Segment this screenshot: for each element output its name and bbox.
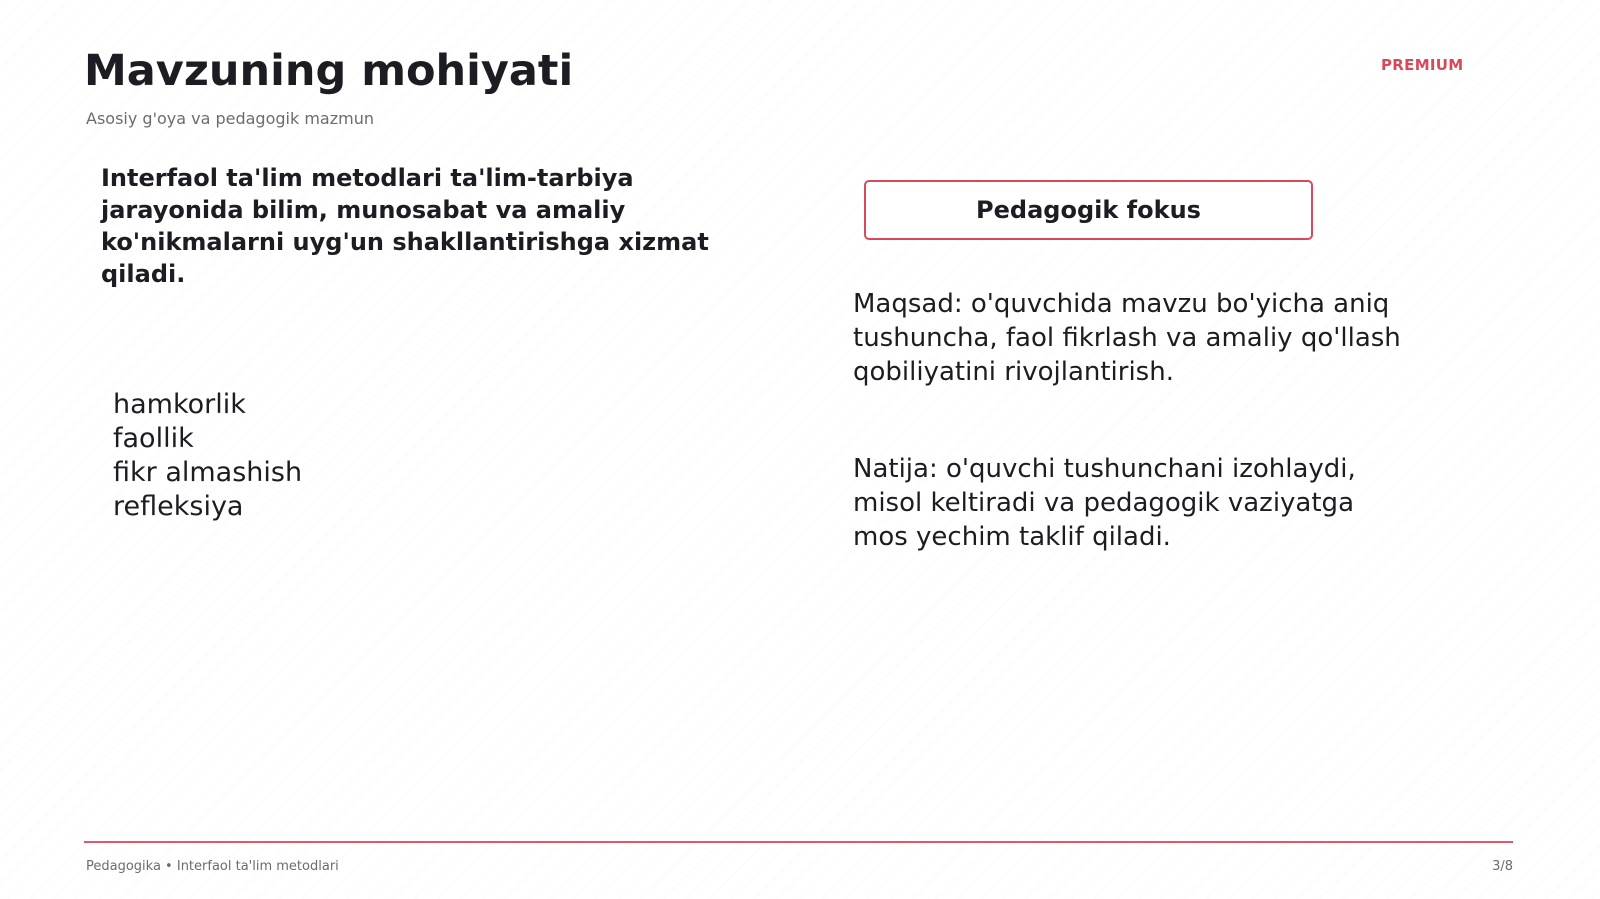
footer-divider [84,841,1513,843]
focus-label: Pedagogik fokus [976,196,1201,224]
lead-statement: Interfaol ta'lim metodlari ta'lim-tarbiya jarayonida bilim, munosabat va amaliy ko'nikmalarni uyg'un shakllantirishga xizmat qiladi. [101,164,709,288]
page-number: 3/8 [1492,859,1513,874]
keyword-item: refleksiya [113,491,244,522]
pedagogical-focus-box [864,180,1313,240]
keyword-item: faollik [113,423,194,454]
result-paragraph: Natija: o'quvchi tushunchani izohlaydi, misol keltiradi va pedagogik vaziyatga mos yechim taklif qiladi. [853,454,1356,552]
page-subtitle: Asosiy g'oya va pedagogik mazmun [86,109,374,128]
goal-paragraph: Maqsad: o'quvchida mavzu bo'yicha aniq tushuncha, faol fikrlash va amaliy qo'llash qobiliyatini rivojlantirish. [853,289,1401,387]
footer-course-label: Pedagogika • Interfaol ta'lim metodlari [86,859,339,874]
keyword-item: hamkorlik [113,389,246,420]
premium-badge: PREMIUM [1381,56,1464,74]
page-title: Mavzuning mohiyati [84,46,574,96]
keyword-item: fikr almashish [113,457,303,488]
keyword-list [113,388,302,524]
